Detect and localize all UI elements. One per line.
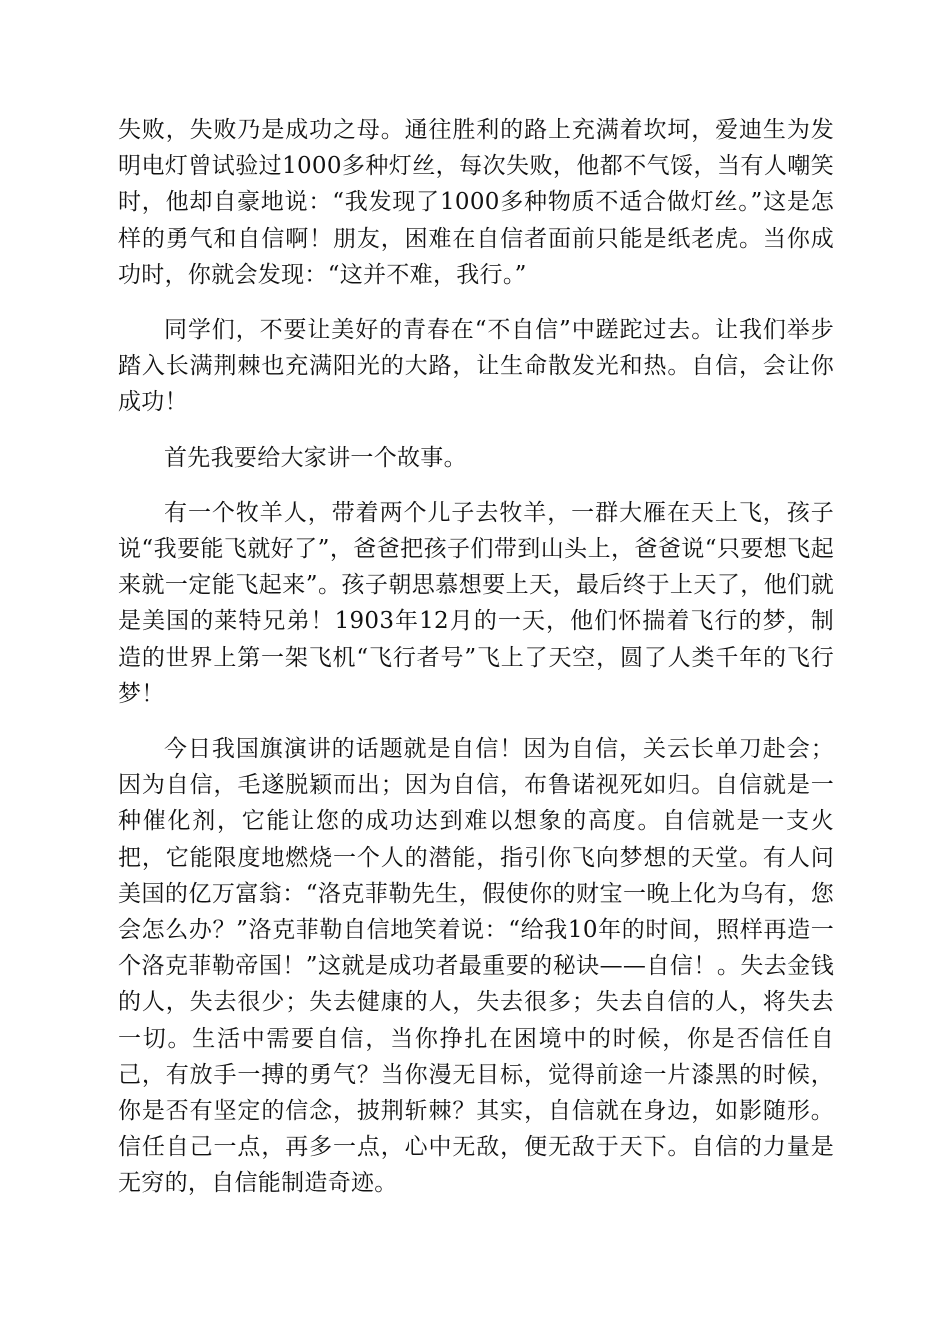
paragraph: 失败，失败乃是成功之母。通往胜利的路上充满着坎坷，爱迪生为发明电灯曾试验过1000多种灯丝，每次失败，他都不气馁，当有人嘲笑时，他却自豪地说：“我发现了1000多种物质不适合做灯丝。”这是怎样的勇气和自信啊！朋友，困难在自信者面前只能是纸老虎。当你成功时，你就会发现：“这并不难，我行。” xyxy=(118,117,834,288)
paragraph: 同学们，不要让美好的青春在“不自信”中蹉跎过去。让我们举步踏入长满荆棘也充满阳光的大路，让生命散发光和热。自信，会让你成功！ xyxy=(118,317,834,416)
paragraph: 今日我国旗演讲的话题就是自信！因为自信，关云长单刀赴会；因为自信，毛遂脱颖而出；因为自信，布鲁诺视死如归。自信就是一种催化剂，它能让您的成功达到难以想象的高度。自信就是一支火把，它能限度地燃烧一个人的潜能，指引你飞向梦想的天堂。有人问美国的亿万富翁：“洛克菲勒先生，假使你的财宝一晚上化为乌有，您会怎么办？”洛克菲勒自信地笑着说：“给我10年的时间，照样再造一个洛克菲勒帝国！”这就是成功者最重要的秘诀——自信！。失去金钱的人，失去很少；失去健康的人，失去很多；失去自信的人，将失去一切。生活中需要自信，当你挣扎在困境中的时候，你是否信任自己，有放手一搏的勇气？当你漫无目标，觉得前途一片漆黑的时候，你是否有坚定的信念，披荆斩棘？其实，自信就在身边，如影随形。信任自己一点，再多一点，心中无敌，便无敌于天下。自信的力量是无穷的，自信能制造奇迹。 xyxy=(118,736,834,1197)
paragraph: 首先我要给大家讲一个故事。 xyxy=(164,444,467,471)
paragraph: 有一个牧羊人，带着两个儿子去牧羊，一群大雁在天上飞，孩子说“我要能飞就好了”，爸爸把孩子们带到山头上，爸爸说“只要想飞起来就一定能飞起来”。孩子朝思慕想要上天，最后终于上天了，他们就是美国的莱特兄弟！1903年12月的一天，他们怀揣着飞行的梦，制造的世界上第一架飞机“飞行者号”飞上了天空，圆了人类千年的飞行梦！ xyxy=(118,499,834,707)
document-body xyxy=(118,112,834,1221)
